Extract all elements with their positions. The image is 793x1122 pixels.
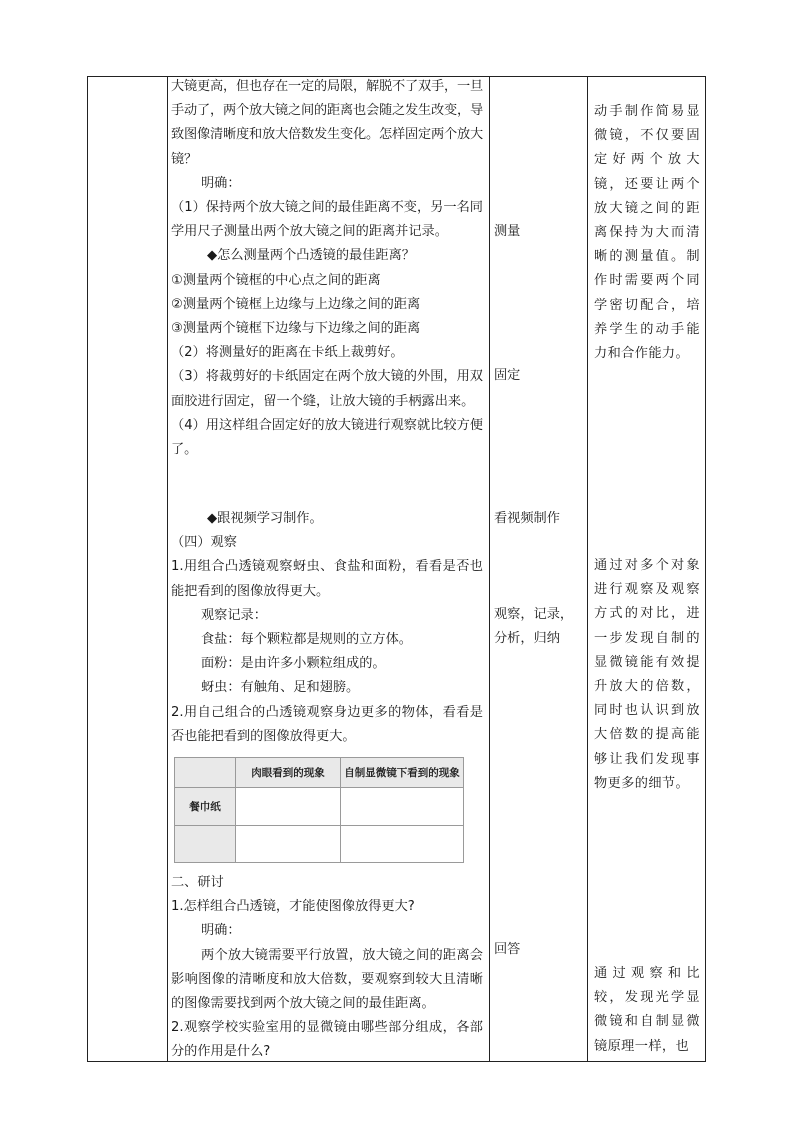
intent-item: 动手制作简易显微镜，不仅要固定好两个放大镜，还要让两个放大镜之间的距离保持为大而清晰的测量值。制作时需要两个同学密切配合，培养学生的动手能力和合作能力。 bbox=[594, 104, 700, 362]
process-text: 观察记录： bbox=[201, 607, 267, 623]
activity-item: 固定 bbox=[494, 368, 521, 383]
table-cell bbox=[341, 788, 464, 826]
table-header-cell: 肉眼看到的现象 bbox=[236, 758, 341, 788]
process-text: 蚜虫：有触角、足和翅膀。 bbox=[201, 680, 360, 696]
process-text: ②测量两个镜框上边缘与上边缘之间的距离 bbox=[171, 296, 421, 312]
process-block-3 bbox=[171, 871, 483, 1065]
process-text: （3）将裁剪好的卡纸固定在两个放大镜的外围，用双面胶进行固定，留一个缝，让放大镜的手柄露出来。 bbox=[171, 369, 483, 409]
process-text: （4）用这样组合固定好的放大镜进行观察就比较方便了。 bbox=[171, 417, 483, 458]
process-text: 1.怎样组合凸透镜，才能使图像放得更大? bbox=[171, 899, 415, 915]
table-cell bbox=[341, 826, 464, 863]
table-cell: 餐巾纸 bbox=[175, 788, 236, 826]
column-divider bbox=[167, 77, 168, 1061]
intent-item: 通过观察和比较，发现光学显微镜和自制显微镜原理一样，也 bbox=[594, 966, 700, 1054]
process-text: ①测量两个镜框的中心点之间的距离 bbox=[171, 272, 381, 288]
column-divider bbox=[489, 77, 490, 1061]
process-block-1 bbox=[171, 75, 483, 462]
column-divider bbox=[587, 77, 588, 1061]
process-text: 两个放大镜需要平行放置，放大镜之间的距离会影响图像的清晰度和放大倍数，要观察到较大且清晰的图像需要找到两个放大镜之间的最佳距离。 bbox=[171, 947, 483, 1012]
process-text: （2）将测量好的距离在卡纸上裁剪好。 bbox=[171, 345, 404, 361]
table-header-row bbox=[175, 758, 464, 788]
activity-item: 看视频制作 bbox=[494, 511, 560, 526]
process-text: 面粉：是由许多小颗粒组成的。 bbox=[201, 656, 386, 672]
activity-item: 回答 bbox=[494, 942, 521, 957]
process-text: 2.用自己组合的凸透镜观察身边更多的物体，看看是否也能把看到的图像放得更大。 bbox=[171, 704, 483, 744]
process-text: 明确： bbox=[201, 923, 241, 939]
section-heading: 二、研讨 bbox=[171, 875, 224, 890]
table-cell bbox=[236, 826, 341, 863]
process-text: （1）保持两个放大镜之间的最佳距离不变，另一名同学用尺子测量出两个放大镜之间的距离并记录。 bbox=[171, 200, 483, 240]
observation-table bbox=[174, 757, 464, 863]
process-text: 1.用组合凸透镜观察蚜虫、食盐和面粉，看看是否也能把看到的图像放得更大。 bbox=[171, 559, 483, 599]
process-text: ③测量两个镜框下边缘与下边缘之间的距离 bbox=[171, 321, 421, 337]
section-heading: （四）观察 bbox=[171, 535, 237, 551]
table-row bbox=[175, 788, 464, 826]
intent-item: 通过对多个对象进行观察及观察方式的对比，进一步发现自制的显微镜能有效提升放大的倍数，同时也认识到放大倍数的提高能够让我们发现事物更多的细节。 bbox=[594, 558, 700, 791]
table-header-cell bbox=[175, 758, 236, 788]
process-question: ◆跟视频学习制作。 bbox=[207, 511, 323, 526]
table-cell bbox=[175, 826, 236, 863]
process-text: 明确： bbox=[201, 175, 241, 191]
process-text: 大镜更高，但也存在一定的局限，解脱不了双手，一旦手动了，两个放大镜之间的距离也会随之发生改变，导致图像清晰度和放大倍数发生变化。怎样固定两个放大镜？ bbox=[171, 79, 483, 167]
activity-item: 观察，记录，分析，归纳 bbox=[494, 607, 574, 647]
process-question: ◆怎么测量两个凸透镜的最佳距离？ bbox=[207, 248, 415, 264]
process-text: 2.观察学校实验室用的显微镜由哪些部分组成，各部分的作用是什么? bbox=[171, 1020, 483, 1060]
process-block-2 bbox=[171, 507, 483, 749]
activity-item: 测量 bbox=[494, 224, 521, 239]
table-header-cell: 自制显微镜下看到的现象 bbox=[341, 758, 464, 788]
table-cell bbox=[236, 788, 341, 826]
table-row bbox=[175, 826, 464, 863]
process-text: 食盐：每个颗粒都是规则的立方体。 bbox=[201, 632, 412, 648]
